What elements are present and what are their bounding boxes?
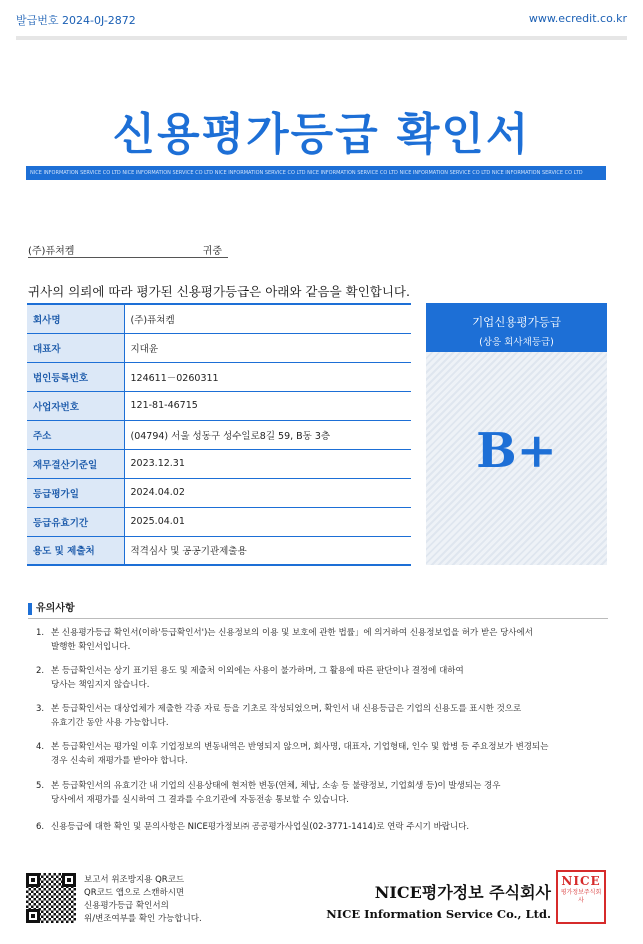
qr-code-image[interactable] — [26, 873, 76, 923]
recipient-honorific: 귀중 — [202, 246, 222, 257]
list-item — [36, 626, 606, 654]
row-value: 지대윤 — [124, 333, 411, 362]
list-item — [36, 820, 606, 834]
list-item — [36, 702, 606, 730]
table-row — [27, 362, 411, 391]
table-row — [27, 333, 411, 362]
grade-subtitle: (상응 회사채등급) — [479, 337, 554, 348]
note-line: 유효기간 동안 사용 가능합니다. — [51, 718, 169, 728]
row-label: 등급평가일 — [27, 478, 124, 507]
note-line: 본 등급확인서는 평가일 이후 기업정보의 변동내역은 반영되지 않으며, 회사명, 대표자, 기업형태, 인수 및 합병 등 주요정보가 변경되는 — [51, 742, 549, 752]
row-value: 2023.12.31 — [124, 449, 411, 478]
table-row — [27, 478, 411, 507]
company-name-english: NICE Information Service Co., Ltd. — [326, 907, 551, 921]
recipient-line — [28, 240, 228, 258]
recipient-name: (주)퓨쳐켐 — [28, 246, 75, 257]
row-value: 121-81-46715 — [124, 391, 411, 420]
note-line: 발행한 확인서입니다. — [51, 642, 131, 652]
row-label: 재무결산기준일 — [27, 449, 124, 478]
row-label: 사업자번호 — [27, 391, 124, 420]
notes-divider — [28, 618, 608, 619]
row-value: 2025.04.01 — [124, 507, 411, 536]
issue-number: 발급번호 2024-0J-2872 — [16, 14, 136, 27]
grade-panel — [426, 303, 607, 565]
seal-mark: NICE — [561, 874, 601, 888]
grade-title: 기업신용평가등급 — [472, 315, 561, 329]
note-number: 1. — [36, 628, 45, 638]
company-seal-stamp — [556, 870, 606, 924]
company-info-table — [27, 303, 411, 566]
table-row — [27, 449, 411, 478]
seal-subtext: 평가정보주식회사 — [560, 889, 602, 904]
qr-caption — [84, 874, 244, 926]
top-bar — [16, 0, 627, 40]
note-number: 6. — [36, 822, 45, 832]
website-link[interactable]: www.ecredit.co.kr — [528, 12, 627, 25]
row-value: 적격심사 및 공공기관제출용 — [124, 536, 411, 565]
list-item — [36, 740, 606, 768]
row-value: 2024.04.02 — [124, 478, 411, 507]
list-item — [36, 779, 606, 807]
row-label: 회사명 — [27, 304, 124, 333]
document-title: 신용평가등급 확인서 — [112, 109, 531, 160]
table-row — [27, 536, 411, 565]
row-label: 주소 — [27, 420, 124, 449]
note-number: 3. — [36, 704, 45, 714]
qr-caption-line: QR코드 앱으로 스캔하시면 — [84, 888, 185, 898]
row-value: (주)퓨쳐켐 — [124, 304, 411, 333]
table-row — [27, 507, 411, 536]
table-row — [27, 420, 411, 449]
qr-finder — [26, 909, 40, 923]
row-value: 124611－0260311 — [124, 362, 411, 391]
note-line: 본 등급확인서는 대상업체가 제출한 각종 자료 등을 기초로 작성되었으며, 확인서 내 신용등급은 기업의 신용도를 표시한 것으로 — [51, 704, 522, 714]
company-signature — [326, 880, 551, 921]
note-line: 본 등급확인서의 유효기간 내 기업의 신용상태에 현저한 변동(연체, 체납, 소송 등 불량정보, 기업회생 등)이 발생되는 경우 — [51, 781, 501, 791]
note-line: 경우 신속히 재평가를 받아야 합니다. — [51, 756, 188, 766]
row-label: 용도 및 제출처 — [27, 536, 124, 565]
note-number: 2. — [36, 666, 45, 676]
row-label: 대표자 — [27, 333, 124, 362]
notes-heading: 유의사항 — [28, 603, 75, 615]
row-label: 등급유효기간 — [27, 507, 124, 536]
list-item — [36, 664, 606, 692]
table-row — [27, 391, 411, 420]
note-number: 5. — [36, 781, 45, 791]
microprint-band: NICE INFORMATION SERVICE CO LTD NICE INFORMATION SERVICE CO LTD NICE INFORMATION SERVICE CO LTD NICE INFORMATION SERVICE CO LTD NICE INFORMATION SERVICE CO LTD NICE INFORMATION SERVICE CO LTD — [26, 166, 606, 180]
company-name-korean: NICE평가정보 주식회사 — [374, 883, 551, 902]
qr-caption-line: 신용평가등급 확인서의 — [84, 901, 169, 911]
table-row — [27, 304, 411, 333]
qr-caption-line: 위/변조여부를 확인 가능합니다. — [84, 914, 202, 924]
grade-header — [426, 303, 607, 352]
note-number: 4. — [36, 742, 45, 752]
note-line: 본 등급확인서는 상기 표기된 용도 및 제출처 이외에는 사용이 불가하며, 그 활용에 따른 판단이나 결정에 대하여 — [51, 666, 464, 676]
note-line: 당사는 책임지지 않습니다. — [51, 680, 150, 690]
row-value: (04794) 서울 성동구 성수일로8길 59, B동 3층 — [124, 420, 411, 449]
note-line: 본 신용평가등급 확인서(이하'등급확인서')는 신용정보의 이용 및 보호에 관한 법률」에 의거하여 신용정보업을 허가 받은 당사에서 — [51, 628, 533, 638]
grade-value: B+ — [476, 423, 557, 479]
intro-text: 귀사의 의뢰에 따라 평가된 신용평가등급은 아래와 같음을 확인합니다. — [28, 284, 410, 299]
qr-finder — [62, 873, 76, 887]
note-line: 당사에서 재평가를 실시하여 그 결과를 수요기관에 자동전송 통보할 수 있습니다. — [51, 795, 349, 805]
qr-finder — [26, 873, 40, 887]
row-label: 법인등록번호 — [27, 362, 124, 391]
note-line: 신용등급에 대한 확인 및 문의사항은 NICE평가정보㈜ 공공평가사업실(02-3771-1414)로 연락 주시기 바랍니다. — [51, 822, 470, 832]
qr-caption-line: 보고서 위조방지용 QR코드 — [84, 875, 185, 885]
